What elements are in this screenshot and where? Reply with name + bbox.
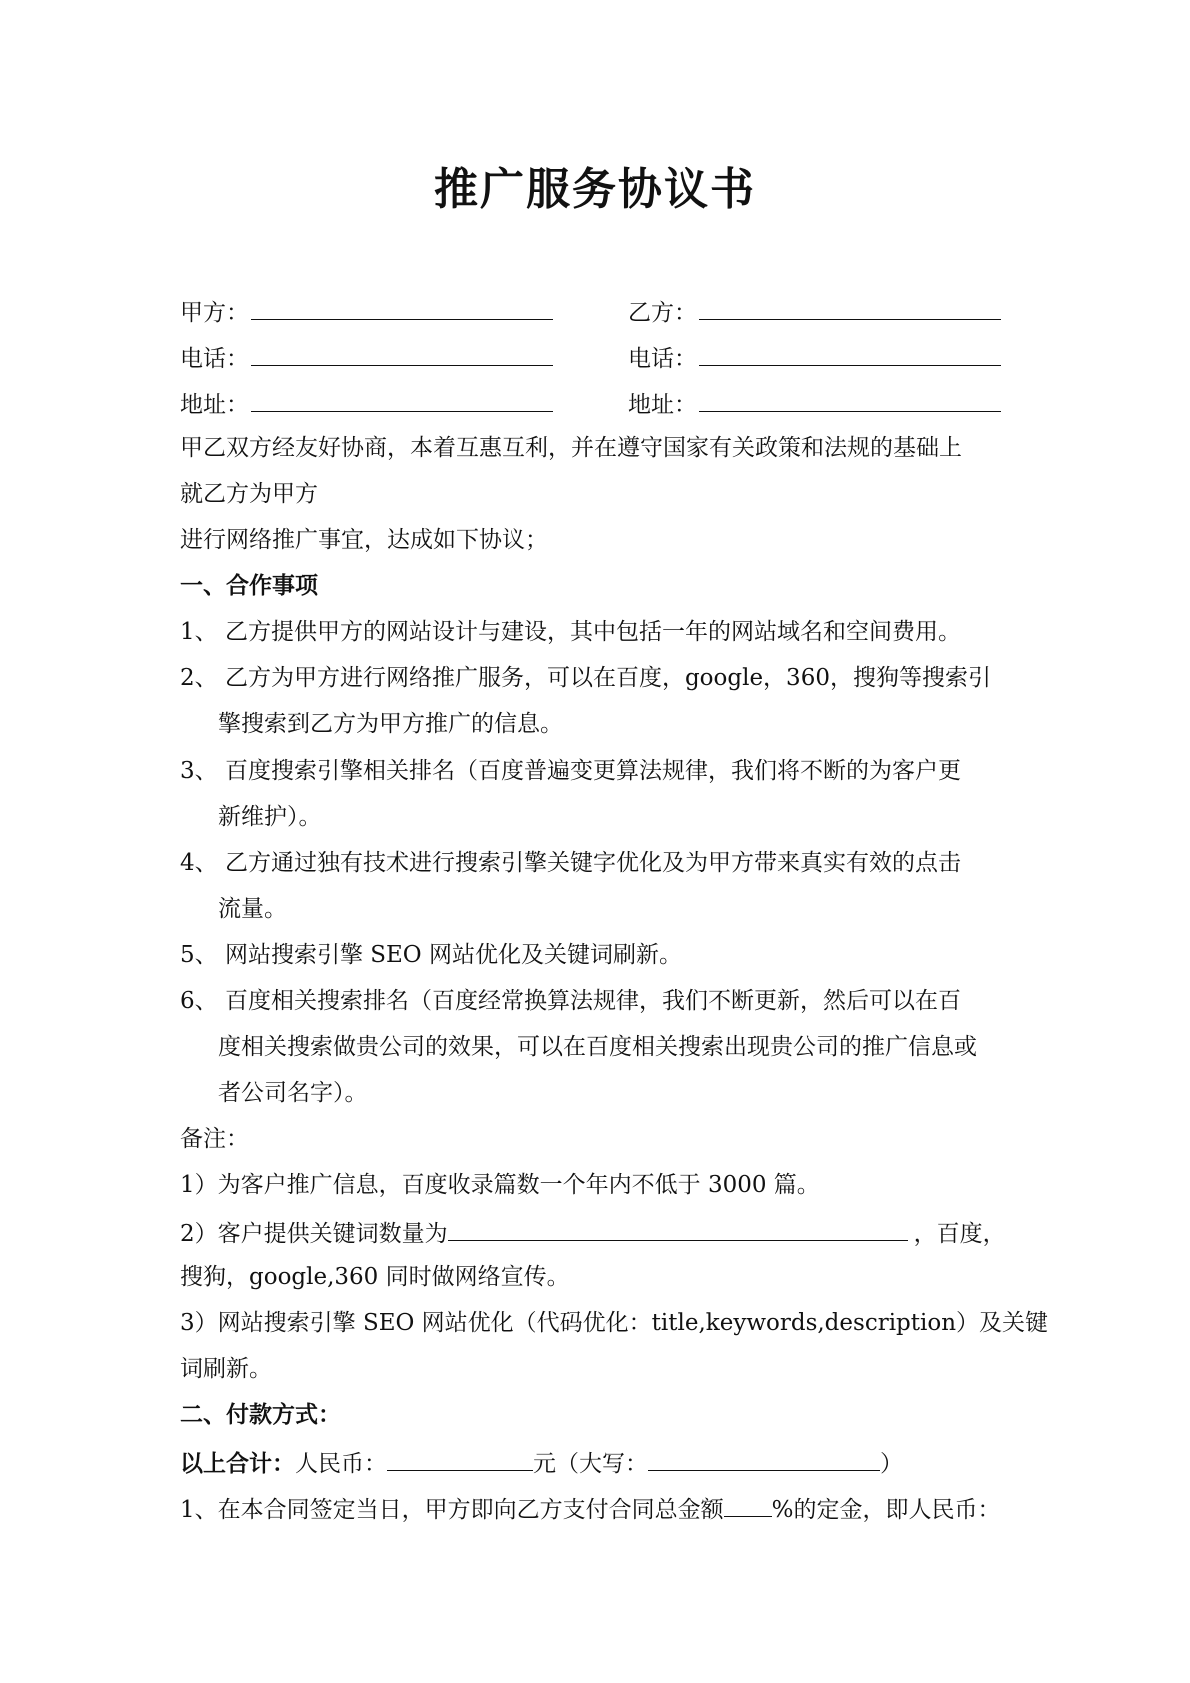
item-6 (180, 986, 961, 1016)
deposit-percent-blank[interactable] (724, 1492, 772, 1517)
item-5-number: 5、 (180, 942, 218, 968)
payment-clause-1-suffix: %的定金，即人民币： (771, 1497, 1001, 1523)
payment-clause-1 (180, 1492, 1001, 1525)
item-4-continuation: 流量。 (218, 896, 287, 922)
item-1-number: 1、 (180, 619, 218, 645)
intro-line-3: 进行网络推广事宜，达成如下协议； (180, 527, 548, 553)
item-5 (180, 940, 682, 970)
item-6-continuation-1: 度相关搜索做贵公司的效果，可以在百度相关搜索出现贵公司的推广信息或 (218, 1034, 977, 1060)
note-2 (180, 1216, 1006, 1249)
item-6-continuation-2: 者公司名字）。 (218, 1080, 368, 1106)
party-a-name-field (180, 295, 553, 328)
item-5-text: 网站搜索引擎 SEO 网站优化及关键词刷新。 (224, 942, 682, 968)
section-2-heading: 二、付款方式： (180, 1401, 341, 1428)
amount-blank[interactable] (387, 1446, 533, 1471)
item-2-number: 2、 (180, 665, 218, 691)
intro-line-2: 就乙方为甲方 (180, 481, 318, 507)
amount-uppercase-blank[interactable] (648, 1446, 880, 1471)
note-1: 1）为客户推广信息，百度收录篇数一个年内不低于 3000 篇。 (180, 1172, 820, 1198)
section-1-heading: 一、合作事项 (180, 572, 318, 599)
party-a-name-blank[interactable] (251, 295, 553, 320)
item-3 (180, 756, 961, 786)
total-amount-line (180, 1446, 903, 1479)
party-b-name-field (628, 295, 1001, 328)
note-2-suffix: ，百度， (913, 1221, 1006, 1247)
party-b-phone-blank[interactable] (699, 341, 1001, 366)
party-a-address-label: 地址： (180, 392, 249, 418)
party-a-address-field (180, 387, 553, 420)
party-b-address-blank[interactable] (699, 387, 1001, 412)
total-label: 以上合计： (180, 1450, 295, 1477)
party-a-phone-field (180, 341, 553, 374)
item-2-text: 乙方为甲方进行网络推广服务，可以在百度，google，360，搜狗等搜索引 (224, 665, 991, 691)
rmb-label: 人民币： (295, 1451, 387, 1477)
note-2-continuation: 搜狗，google,360 同时做网络宣传。 (180, 1264, 570, 1290)
item-6-text: 百度相关搜索排名（百度经常换算法规律，我们不断更新，然后可以在百 (224, 988, 961, 1014)
keyword-count-blank[interactable] (448, 1216, 908, 1241)
party-a-phone-blank[interactable] (251, 341, 553, 366)
item-3-number: 3、 (180, 758, 218, 784)
party-a-phone-label: 电话： (180, 346, 249, 372)
intro-line-1: 甲乙双方经友好协商，本着互惠互利，并在遵守国家有关政策和法规的基础上 (180, 435, 962, 461)
party-b-phone-label: 电话： (628, 346, 697, 372)
note-2-prefix: 2）客户提供关键词数量为 (180, 1221, 448, 1247)
item-6-number: 6、 (180, 988, 218, 1014)
party-b-phone-field (628, 341, 1001, 374)
party-a-label: 甲方： (180, 300, 249, 326)
party-b-address-label: 地址： (628, 392, 697, 418)
party-a-address-blank[interactable] (251, 387, 553, 412)
item-2 (180, 663, 991, 693)
item-3-text: 百度搜索引擎相关排名（百度普遍变更算法规律，我们将不断的为客户更 (224, 758, 961, 784)
party-b-name-blank[interactable] (699, 295, 1001, 320)
item-1 (180, 617, 961, 647)
document-title: 推广服务协议书 (434, 164, 756, 215)
notes-heading: 备注： (180, 1126, 249, 1152)
party-b-address-field (628, 387, 1001, 420)
note-3: 3）网站搜索引擎 SEO 网站优化（代码优化：title,keywords,description）及关键 (180, 1310, 1049, 1336)
item-2-continuation: 擎搜索到乙方为甲方推广的信息。 (218, 711, 563, 737)
item-1-text: 乙方提供甲方的网站设计与建设，其中包括一年的网站域名和空间费用。 (224, 619, 961, 645)
yuan-label: 元（大写： (533, 1451, 648, 1477)
party-b-label: 乙方： (628, 300, 697, 326)
note-3-continuation: 词刷新。 (180, 1356, 272, 1382)
item-4 (180, 848, 961, 878)
item-3-continuation: 新维护）。 (218, 804, 322, 830)
payment-clause-1-prefix: 1、在本合同签定当日，甲方即向乙方支付合同总金额 (180, 1497, 724, 1523)
item-4-number: 4、 (180, 850, 218, 876)
item-4-text: 乙方通过独有技术进行搜索引擎关键字优化及为甲方带来真实有效的点击 (224, 850, 961, 876)
close-paren: ） (880, 1451, 903, 1477)
